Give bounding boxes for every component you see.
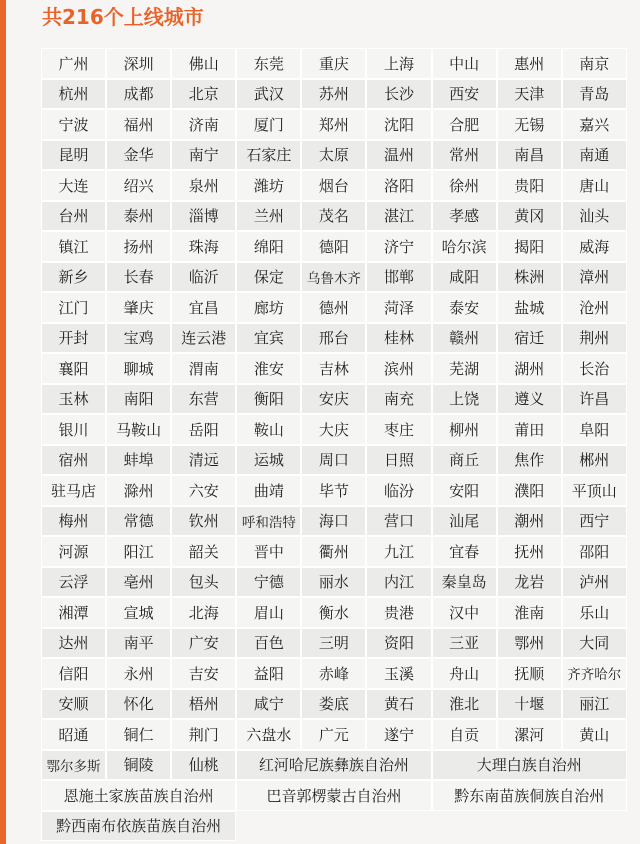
city-cell: 六安 xyxy=(171,475,236,506)
city-cell: 安顺 xyxy=(41,689,106,720)
table-row xyxy=(41,658,627,689)
city-cell: 安阳 xyxy=(432,475,497,506)
city-cell: 咸宁 xyxy=(236,689,301,720)
city-cell: 广州 xyxy=(41,48,106,79)
city-cell: 杭州 xyxy=(41,79,106,110)
city-cell: 巴音郭楞蒙古自治州 xyxy=(236,780,431,811)
city-cell: 呼和浩特 xyxy=(236,506,301,537)
city-cell: 重庆 xyxy=(301,48,366,79)
city-cell: 上海 xyxy=(366,48,431,79)
city-cell: 宿州 xyxy=(41,445,106,476)
city-cell: 鄂州 xyxy=(497,628,562,659)
city-cell: 泉州 xyxy=(171,170,236,201)
table-row xyxy=(41,445,627,476)
city-cell: 营口 xyxy=(366,506,431,537)
city-cell: 荆州 xyxy=(562,323,627,354)
city-cell: 滨州 xyxy=(366,353,431,384)
city-cell: 商丘 xyxy=(432,445,497,476)
city-cell: 宝鸡 xyxy=(106,323,171,354)
city-cell: 自贡 xyxy=(432,719,497,750)
city-cell: 淮安 xyxy=(236,353,301,384)
city-cell: 眉山 xyxy=(236,597,301,628)
city-cell: 许昌 xyxy=(562,384,627,415)
city-cell: 柳州 xyxy=(432,414,497,445)
city-cell: 郴州 xyxy=(562,445,627,476)
city-cell: 黄石 xyxy=(366,689,431,720)
table-row xyxy=(41,719,627,750)
city-cell: 嘉兴 xyxy=(562,109,627,140)
city-cell: 绍兴 xyxy=(106,170,171,201)
city-cell: 洛阳 xyxy=(366,170,431,201)
city-cell: 娄底 xyxy=(301,689,366,720)
city-cell: 大理白族自治州 xyxy=(432,750,627,781)
city-cell: 梧州 xyxy=(171,689,236,720)
city-cell: 泰州 xyxy=(106,201,171,232)
city-cell: 赣州 xyxy=(432,323,497,354)
city-cell: 内江 xyxy=(366,567,431,598)
table-row xyxy=(41,475,627,506)
city-cell: 清远 xyxy=(171,445,236,476)
city-cell: 丽江 xyxy=(562,689,627,720)
city-cell: 石家庄 xyxy=(236,140,301,171)
city-table xyxy=(41,48,627,841)
city-cell: 长春 xyxy=(106,262,171,293)
city-cell: 佛山 xyxy=(171,48,236,79)
city-cell: 九江 xyxy=(366,536,431,567)
city-cell: 常州 xyxy=(432,140,497,171)
city-cell: 济宁 xyxy=(366,231,431,262)
city-cell: 百色 xyxy=(236,628,301,659)
city-cell: 太原 xyxy=(301,140,366,171)
city-cell: 孝感 xyxy=(432,201,497,232)
city-cell: 蚌埠 xyxy=(106,445,171,476)
city-cell: 益阳 xyxy=(236,658,301,689)
table-row xyxy=(41,231,627,262)
city-cell: 运城 xyxy=(236,445,301,476)
table-row xyxy=(41,201,627,232)
city-cell: 南昌 xyxy=(497,140,562,171)
city-cell: 阜阳 xyxy=(562,414,627,445)
table-row xyxy=(41,109,627,140)
city-cell: 贵港 xyxy=(366,597,431,628)
city-cell: 西宁 xyxy=(562,506,627,537)
city-cell: 连云港 xyxy=(171,323,236,354)
city-cell: 绵阳 xyxy=(236,231,301,262)
city-cell: 宜宾 xyxy=(236,323,301,354)
city-cell: 昆明 xyxy=(41,140,106,171)
city-cell: 南充 xyxy=(366,384,431,415)
city-cell: 金华 xyxy=(106,140,171,171)
city-cell: 铜仁 xyxy=(106,719,171,750)
page-title: 共216个上线城市 xyxy=(42,5,204,29)
city-cell: 桂林 xyxy=(366,323,431,354)
city-cell: 上饶 xyxy=(432,384,497,415)
city-cell: 黔西南布依族苗族自治州 xyxy=(41,811,236,842)
city-cell: 周口 xyxy=(301,445,366,476)
city-cell: 马鞍山 xyxy=(106,414,171,445)
city-cell: 吉林 xyxy=(301,353,366,384)
city-cell: 怀化 xyxy=(106,689,171,720)
city-cell: 泰安 xyxy=(432,292,497,323)
city-cell: 衡水 xyxy=(301,597,366,628)
city-cell: 恩施土家族苗族自治州 xyxy=(41,780,236,811)
city-cell: 武汉 xyxy=(236,79,301,110)
table-row xyxy=(41,689,627,720)
city-cell: 滁州 xyxy=(106,475,171,506)
city-cell: 南通 xyxy=(562,140,627,171)
city-cell: 德州 xyxy=(301,292,366,323)
city-cell: 遂宁 xyxy=(366,719,431,750)
city-cell: 长治 xyxy=(562,353,627,384)
city-cell: 汕头 xyxy=(562,201,627,232)
city-cell: 珠海 xyxy=(171,231,236,262)
city-cell: 中山 xyxy=(432,48,497,79)
city-cell: 日照 xyxy=(366,445,431,476)
table-row xyxy=(41,353,627,384)
city-cell: 邯郸 xyxy=(366,262,431,293)
city-cell: 河源 xyxy=(41,536,106,567)
city-cell: 平顶山 xyxy=(562,475,627,506)
city-cell: 永州 xyxy=(106,658,171,689)
city-cell: 漯河 xyxy=(497,719,562,750)
table-row xyxy=(41,780,627,811)
city-cell: 曲靖 xyxy=(236,475,301,506)
table-row xyxy=(41,292,627,323)
table-row xyxy=(41,506,627,537)
city-cell: 信阳 xyxy=(41,658,106,689)
city-cell: 黄山 xyxy=(562,719,627,750)
city-cell: 南阳 xyxy=(106,384,171,415)
city-cell: 湘潭 xyxy=(41,597,106,628)
city-cell: 潮州 xyxy=(497,506,562,537)
city-cell: 南宁 xyxy=(171,140,236,171)
table-row xyxy=(41,597,627,628)
city-cell: 玉溪 xyxy=(366,658,431,689)
city-cell: 乌鲁木齐 xyxy=(301,262,366,293)
city-cell: 梅州 xyxy=(41,506,106,537)
table-row xyxy=(41,414,627,445)
city-cell: 三明 xyxy=(301,628,366,659)
city-cell: 汉中 xyxy=(432,597,497,628)
city-cell: 株洲 xyxy=(497,262,562,293)
table-row xyxy=(41,79,627,110)
city-cell: 红河哈尼族彝族自治州 xyxy=(236,750,431,781)
city-cell: 惠州 xyxy=(497,48,562,79)
table-row xyxy=(41,140,627,171)
city-cell: 岳阳 xyxy=(171,414,236,445)
table-row xyxy=(41,628,627,659)
city-cell: 广安 xyxy=(171,628,236,659)
city-cell: 北海 xyxy=(171,597,236,628)
city-cell: 临沂 xyxy=(171,262,236,293)
city-cell: 成都 xyxy=(106,79,171,110)
city-cell: 湛江 xyxy=(366,201,431,232)
city-cell: 秦皇岛 xyxy=(432,567,497,598)
city-cell: 汕尾 xyxy=(432,506,497,537)
city-cell: 鞍山 xyxy=(236,414,301,445)
city-cell: 宣城 xyxy=(106,597,171,628)
city-cell: 大连 xyxy=(41,170,106,201)
city-cell: 北京 xyxy=(171,79,236,110)
city-cell: 达州 xyxy=(41,628,106,659)
city-cell: 阳江 xyxy=(106,536,171,567)
city-cell: 驻马店 xyxy=(41,475,106,506)
city-cell: 大同 xyxy=(562,628,627,659)
table-row xyxy=(41,323,627,354)
city-cell: 云浮 xyxy=(41,567,106,598)
city-cell: 深圳 xyxy=(106,48,171,79)
city-cell: 亳州 xyxy=(106,567,171,598)
city-cell: 无锡 xyxy=(497,109,562,140)
city-cell: 宜昌 xyxy=(171,292,236,323)
city-cell: 晋中 xyxy=(236,536,301,567)
city-cell: 盐城 xyxy=(497,292,562,323)
city-cell: 郑州 xyxy=(301,109,366,140)
city-cell: 鄂尔多斯 xyxy=(41,750,106,781)
city-cell: 玉林 xyxy=(41,384,106,415)
city-cell: 开封 xyxy=(41,323,106,354)
city-cell: 钦州 xyxy=(171,506,236,537)
city-cell: 韶关 xyxy=(171,536,236,567)
city-cell: 东营 xyxy=(171,384,236,415)
city-cell: 福州 xyxy=(106,109,171,140)
city-cell: 烟台 xyxy=(301,170,366,201)
city-cell: 宁德 xyxy=(236,567,301,598)
city-cell: 遵义 xyxy=(497,384,562,415)
table-row xyxy=(41,750,627,781)
city-cell: 荆门 xyxy=(171,719,236,750)
city-cell: 漳州 xyxy=(562,262,627,293)
city-cell: 长沙 xyxy=(366,79,431,110)
city-cell: 丽水 xyxy=(301,567,366,598)
city-cell: 潍坊 xyxy=(236,170,301,201)
city-cell: 淄博 xyxy=(171,201,236,232)
city-cell: 贵阳 xyxy=(497,170,562,201)
city-cell: 保定 xyxy=(236,262,301,293)
city-cell: 安庆 xyxy=(301,384,366,415)
city-cell: 十堰 xyxy=(497,689,562,720)
city-cell: 天津 xyxy=(497,79,562,110)
table-row xyxy=(41,384,627,415)
city-cell: 邢台 xyxy=(301,323,366,354)
city-cell: 江门 xyxy=(41,292,106,323)
city-cell: 乐山 xyxy=(562,597,627,628)
city-cell: 包头 xyxy=(171,567,236,598)
city-cell: 温州 xyxy=(366,140,431,171)
city-cell: 广元 xyxy=(301,719,366,750)
city-cell: 兰州 xyxy=(236,201,301,232)
city-cell: 龙岩 xyxy=(497,567,562,598)
table-row xyxy=(41,262,627,293)
city-cell: 唐山 xyxy=(562,170,627,201)
table-row xyxy=(41,567,627,598)
city-cell: 聊城 xyxy=(106,353,171,384)
city-cell: 镇江 xyxy=(41,231,106,262)
city-cell: 淮北 xyxy=(432,689,497,720)
city-cell: 赤峰 xyxy=(301,658,366,689)
city-cell: 黔东南苗族侗族自治州 xyxy=(432,780,627,811)
city-cell: 大庆 xyxy=(301,414,366,445)
city-cell: 沈阳 xyxy=(366,109,431,140)
city-cell: 台州 xyxy=(41,201,106,232)
city-cell: 枣庄 xyxy=(366,414,431,445)
city-cell: 仙桃 xyxy=(171,750,236,781)
city-cell: 宜春 xyxy=(432,536,497,567)
city-cell: 银川 xyxy=(41,414,106,445)
city-cell: 吉安 xyxy=(171,658,236,689)
city-cell: 南平 xyxy=(106,628,171,659)
city-cell: 齐齐哈尔 xyxy=(562,658,627,689)
city-cell: 临汾 xyxy=(366,475,431,506)
city-cell: 德阳 xyxy=(301,231,366,262)
city-cell: 济南 xyxy=(171,109,236,140)
city-cell: 资阳 xyxy=(366,628,431,659)
city-cell: 厦门 xyxy=(236,109,301,140)
city-cell: 海口 xyxy=(301,506,366,537)
city-cell: 淮南 xyxy=(497,597,562,628)
city-cell: 湖州 xyxy=(497,353,562,384)
city-cell: 黄冈 xyxy=(497,201,562,232)
city-cell: 渭南 xyxy=(171,353,236,384)
city-cell: 徐州 xyxy=(432,170,497,201)
city-cell: 新乡 xyxy=(41,262,106,293)
city-cell: 宿迁 xyxy=(497,323,562,354)
table-row xyxy=(41,536,627,567)
city-cell: 青岛 xyxy=(562,79,627,110)
city-cell: 常德 xyxy=(106,506,171,537)
city-cell: 肇庆 xyxy=(106,292,171,323)
city-cell: 宁波 xyxy=(41,109,106,140)
city-cell: 廊坊 xyxy=(236,292,301,323)
city-cell: 舟山 xyxy=(432,658,497,689)
table-row xyxy=(41,811,627,842)
city-cell: 合肥 xyxy=(432,109,497,140)
city-cell: 威海 xyxy=(562,231,627,262)
city-cell: 抚州 xyxy=(497,536,562,567)
city-cell: 昭通 xyxy=(41,719,106,750)
city-cell: 扬州 xyxy=(106,231,171,262)
city-cell: 咸阳 xyxy=(432,262,497,293)
city-cell: 莆田 xyxy=(497,414,562,445)
city-cell: 六盘水 xyxy=(236,719,301,750)
city-cell: 菏泽 xyxy=(366,292,431,323)
city-cell: 茂名 xyxy=(301,201,366,232)
city-cell: 东莞 xyxy=(236,48,301,79)
city-cell: 西安 xyxy=(432,79,497,110)
city-cell: 衡阳 xyxy=(236,384,301,415)
city-cell: 揭阳 xyxy=(497,231,562,262)
city-cell: 襄阳 xyxy=(41,353,106,384)
city-cell: 哈尔滨 xyxy=(432,231,497,262)
table-row xyxy=(41,48,627,79)
city-cell: 南京 xyxy=(562,48,627,79)
city-cell: 三亚 xyxy=(432,628,497,659)
city-cell: 抚顺 xyxy=(497,658,562,689)
city-cell: 衢州 xyxy=(301,536,366,567)
city-cell: 邵阳 xyxy=(562,536,627,567)
accent-bar xyxy=(0,0,6,844)
city-cell: 濮阳 xyxy=(497,475,562,506)
city-cell: 铜陵 xyxy=(106,750,171,781)
city-cell: 苏州 xyxy=(301,79,366,110)
city-cell: 沧州 xyxy=(562,292,627,323)
city-cell: 毕节 xyxy=(301,475,366,506)
table-row xyxy=(41,170,627,201)
city-cell: 芜湖 xyxy=(432,353,497,384)
city-cell: 焦作 xyxy=(497,445,562,476)
city-cell: 泸州 xyxy=(562,567,627,598)
